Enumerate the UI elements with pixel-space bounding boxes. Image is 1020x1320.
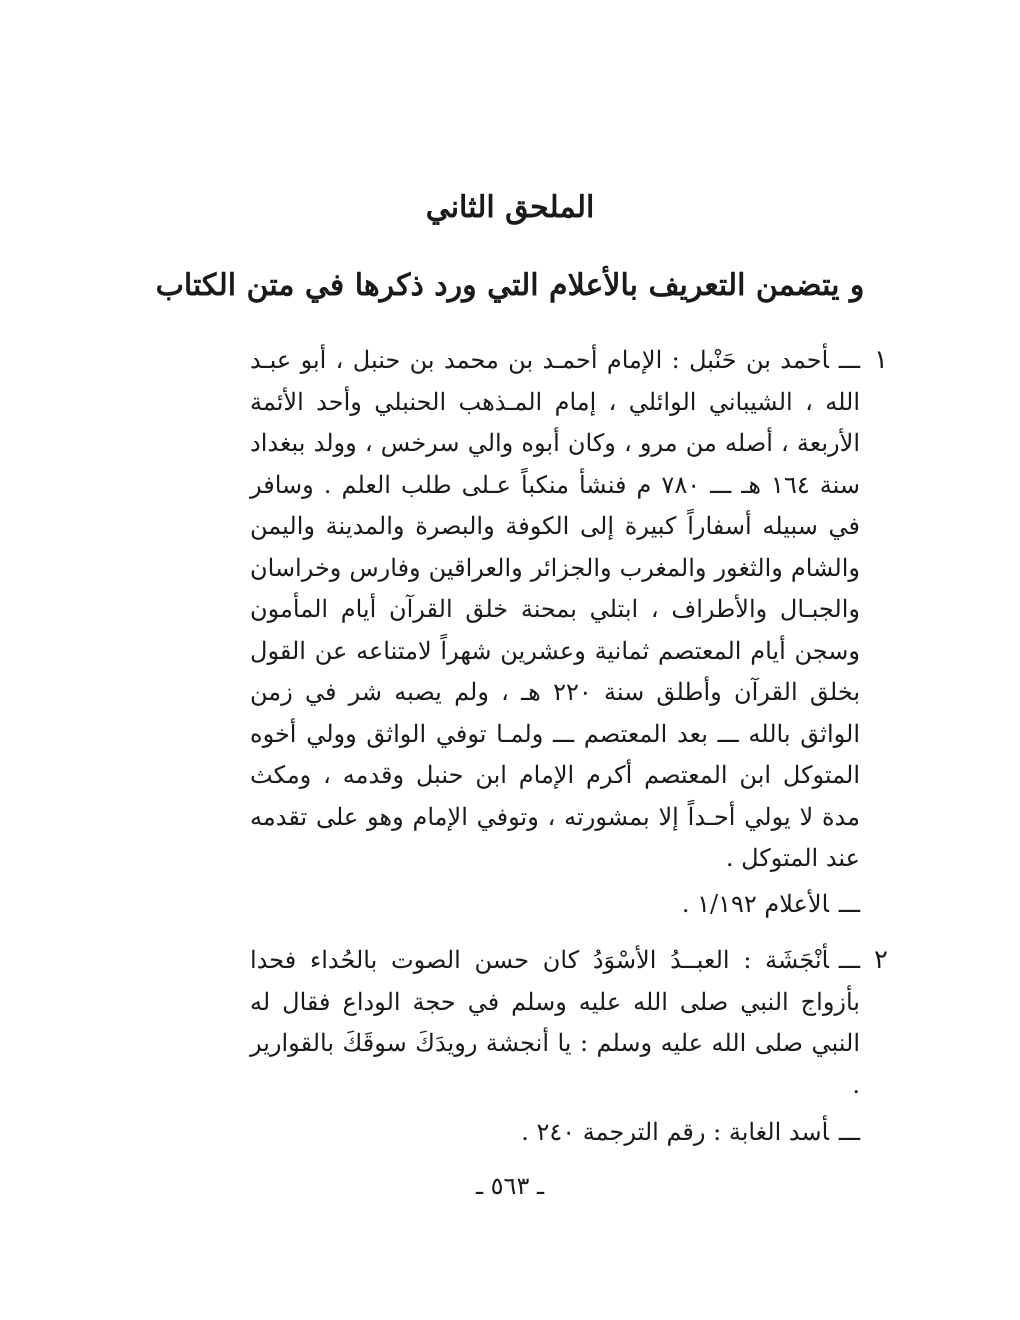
entry-body: أنْجَشَة : العبــدُ الأسْوَدُ كان حسن الصوت بالحُداء فحدا بأزواج النبي صلى الله عليه وسلم في حجة الوداع فقال له النبي صلى الله عليه وسلم : يا أنجشة رويدَكَ سوقَكَ بالقوارير . [250, 946, 860, 1099]
entry-dash: ـــ [838, 946, 860, 974]
entry-number: ١ [874, 345, 888, 375]
entry-dash: ـــ [838, 346, 860, 374]
appendix-subtitle: و يتضمن التعريف بالأعلام التي ورد ذكرها في متن الكتاب [155, 268, 865, 303]
entry-body: أحمد بن حَنْبل : الإمام أحمـد بن محمد بن حنبل ، أبو عبـد الله ، الشيباني الوائلي ، إمام المـذهب الحنبلي وأحد الأئمة الأربعة ، أصله من مرو ، وكان أبوه والي سرخس ، وولد ببغداد سنة ١٦٤ هـ ـــ ٧٨٠ م فنشأ منكباً عـلى طلب العلم . وسافر في سبيله أسفاراً كبيرة إلى الكوفة والبصرة والمدينة واليمن والشام والثغور والمغرب والجزائر والعراقين وفارس وخراسان والجبـال والأطراف ، ابتلي بمحنة خلق القرآن أيام المأمون وسجن أيام المعتصم ثمانية وعشرين شهراً لامتناعه عن القول بخلق القرآن وأطلق سنة ٢٢٠ هـ ، ولم يصبه شر في زمن الواثق بالله ـــ بعد المعتصم ـــ ولمـا توفي الواثق وولي أخوه المتوكل ابن المعتصم أكرم الإمام ابن حنبل وقدمه ، ومكث مدة لا يولي أحـداً إلا بمشورته ، وتوفي الإمام وهو على تقدمه عند المتوكل . [250, 346, 861, 872]
reference-line-1 [682, 884, 860, 925]
page-number: ـ ٥٦٣ ـ [475, 1172, 544, 1200]
entry-text [250, 940, 860, 1106]
reference-text: الأعلام ١/١٩٢ . [681, 890, 829, 918]
entry-text [250, 340, 860, 880]
reference-line-2 [521, 1112, 860, 1153]
reference-text: أسد الغابة : رقم الترجمة ٢٤٠ . [521, 1118, 829, 1146]
appendix-title: الملحق الثاني [425, 190, 595, 225]
entry-number: ٢ [874, 945, 888, 975]
reference-dash: ـــ [838, 1118, 860, 1146]
biography-entry-2 [250, 940, 888, 1106]
reference-dash: ـــ [838, 890, 860, 918]
biography-entry-1 [250, 340, 888, 880]
